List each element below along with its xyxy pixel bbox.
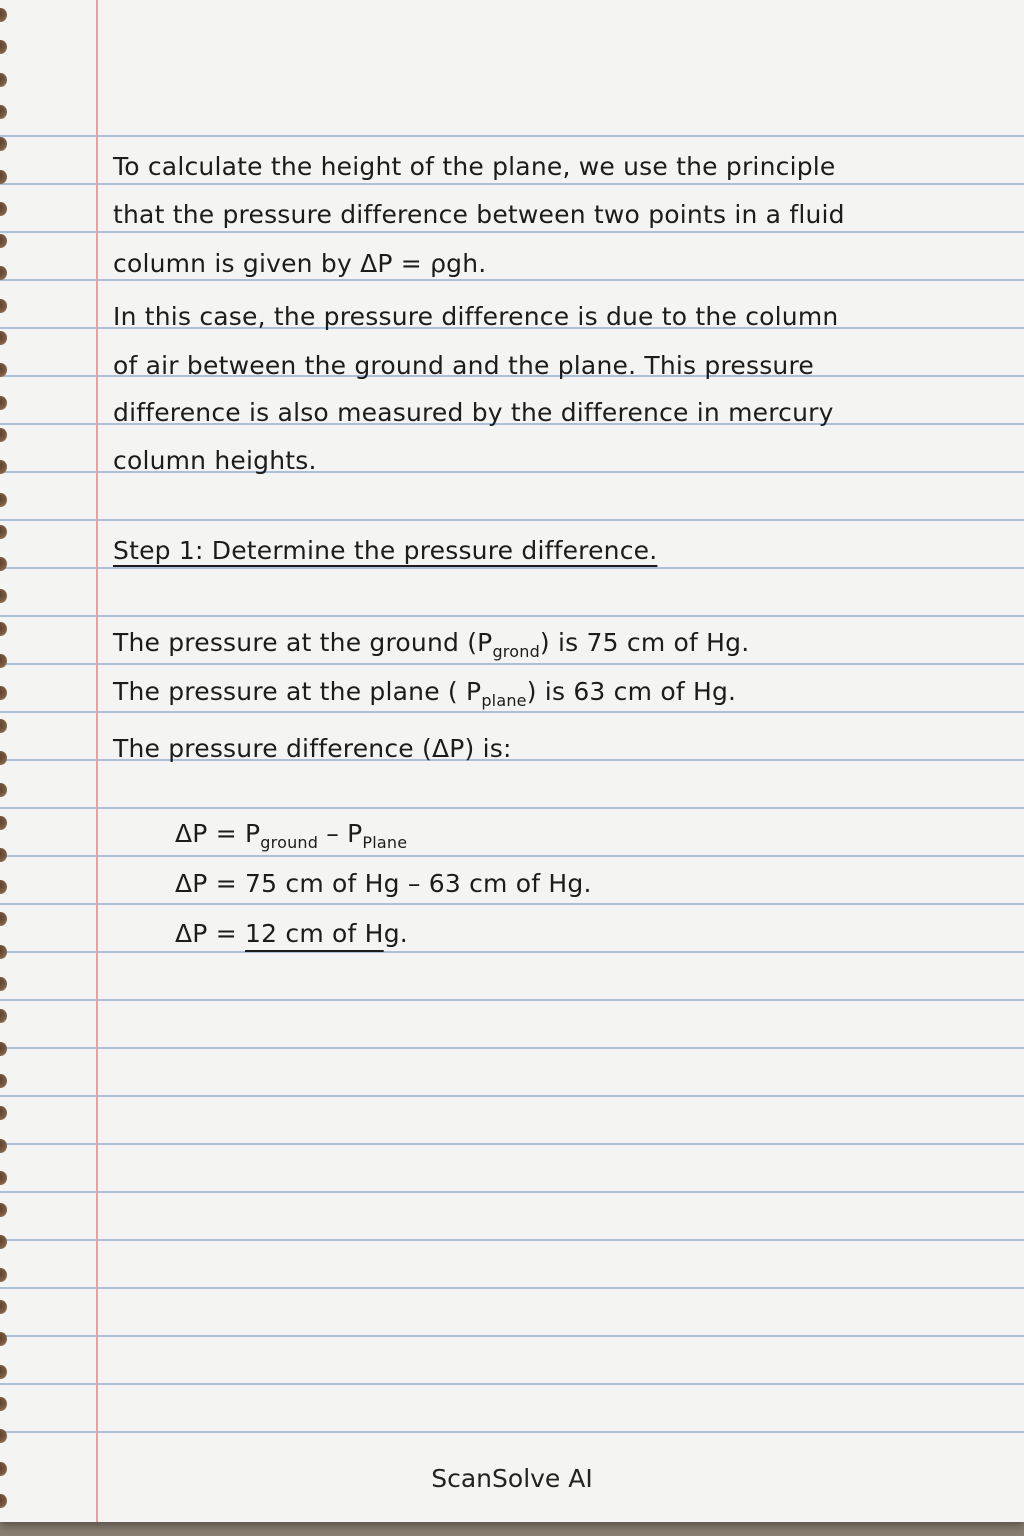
eq1-sub-ground: ground: [260, 833, 319, 852]
spiral-hole: [0, 1074, 7, 1088]
spiral-hole: [0, 363, 7, 377]
spiral-hole: [0, 331, 7, 345]
spiral-hole: [0, 912, 7, 926]
ground-suffix: ) is 75 cm of Hg.: [539, 628, 750, 657]
spiral-hole: [0, 40, 7, 54]
spiral-hole: [0, 137, 7, 151]
spiral-hole: [0, 848, 7, 862]
eq3-lhs: ΔP =: [175, 919, 246, 948]
spiral-hole: [0, 1332, 7, 1346]
spiral-hole: [0, 170, 7, 184]
equation-result: [175, 919, 408, 949]
spiral-hole: [0, 73, 7, 87]
spiral-hole: [0, 1203, 7, 1217]
equation-definition: [175, 819, 408, 852]
spiral-holes: [0, 0, 8, 1522]
ground-subscript: grond: [492, 642, 540, 661]
spiral-hole: [0, 977, 7, 991]
intro-line-3: column is given by ΔP = ρgh.: [113, 249, 487, 278]
spiral-hole: [0, 1139, 7, 1153]
spiral-hole: [0, 202, 7, 216]
spiral-hole: [0, 945, 7, 959]
result-value: 12 cm of H: [245, 919, 384, 948]
context-line-2: of air between the ground and the plane. This pressure: [113, 351, 814, 380]
context-line-1: In this case, the pressure difference is due to the column: [113, 302, 839, 331]
intro-line-1: To calculate the height of the plane, we use the principle: [113, 152, 836, 181]
spiral-hole: [0, 622, 7, 636]
eq1-sub-plane: Plane: [362, 833, 408, 852]
spiral-hole: [0, 525, 7, 539]
equation-substitution: ΔP = 75 cm of Hg – 63 cm of Hg.: [175, 869, 592, 898]
spiral-hole: [0, 1171, 7, 1185]
step1-heading: Step 1: Determine the pressure difference.: [113, 536, 658, 565]
spiral-hole: [0, 1235, 7, 1249]
spiral-hole: [0, 1365, 7, 1379]
plane-subscript: plane: [481, 691, 527, 710]
spiral-hole: [0, 589, 7, 603]
spiral-hole: [0, 1300, 7, 1314]
spiral-hole: [0, 1009, 7, 1023]
spiral-hole: [0, 8, 7, 22]
intro-line-2: that the pressure difference between two points in a fluid: [113, 200, 845, 229]
spiral-hole: [0, 1106, 7, 1120]
eq1-lhs: ΔP = P: [175, 819, 261, 848]
spiral-hole: [0, 266, 7, 280]
context-line-3: difference is also measured by the difference in mercury: [113, 398, 834, 427]
brand-watermark: ScanSolve AI: [431, 1464, 593, 1493]
plane-suffix: ) is 63 cm of Hg.: [526, 677, 737, 706]
spiral-hole: [0, 428, 7, 442]
spiral-hole: [0, 396, 7, 410]
spiral-hole: [0, 816, 7, 830]
spiral-hole: [0, 719, 7, 733]
spiral-hole: [0, 880, 7, 894]
spiral-hole: [0, 1397, 7, 1411]
spiral-hole: [0, 1042, 7, 1056]
spiral-hole: [0, 751, 7, 765]
given-ground-pressure: [113, 628, 750, 661]
pressure-difference-intro: The pressure difference (ΔP) is:: [113, 734, 512, 763]
ground-prefix: The pressure at the ground (P: [113, 628, 493, 657]
spiral-hole: [0, 557, 7, 571]
eq1-minus: – P: [318, 819, 363, 848]
spiral-hole: [0, 460, 7, 474]
spiral-hole: [0, 234, 7, 248]
red-margin-line: [96, 0, 98, 1522]
spiral-hole: [0, 1494, 7, 1508]
eq3-tail: g.: [383, 919, 408, 948]
spiral-hole: [0, 686, 7, 700]
spiral-hole: [0, 783, 7, 797]
spiral-hole: [0, 493, 7, 507]
context-line-4: column heights.: [113, 446, 317, 475]
plane-prefix: The pressure at the plane ( P: [113, 677, 482, 706]
spiral-hole: [0, 299, 7, 313]
spiral-hole: [0, 1429, 7, 1443]
spiral-hole: [0, 105, 7, 119]
spiral-hole: [0, 1268, 7, 1282]
given-plane-pressure: [113, 677, 737, 710]
spiral-hole: [0, 654, 7, 668]
page-top-margin: [0, 0, 1024, 133]
